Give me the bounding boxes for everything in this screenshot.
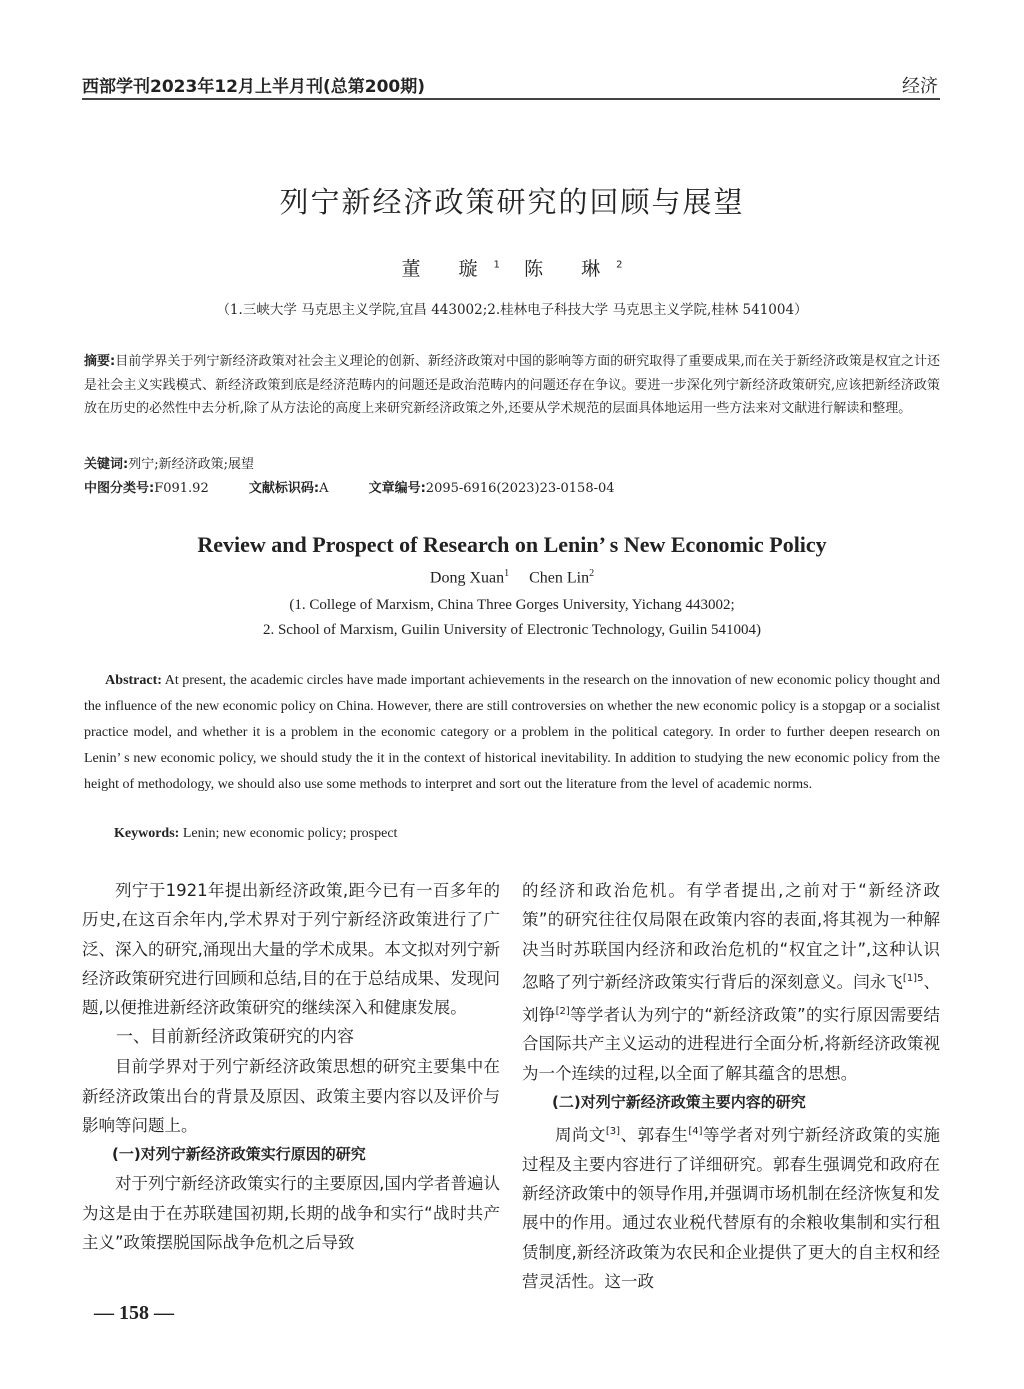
author-2-cn: 陈 琳 — [524, 258, 617, 280]
sub2-text-c: 等学者对列宁新经济政策的实施过程及主要内容进行了详细研究。郭春生强调党和政府在新经济政策中的领导作用,并强调市场机制在经济恢复和发展中的作用。通过农业税代替原有的余粮收集制和实行租赁制度,新经济政策为农民和企业提供了更大的自主权和经营灵活性。这一政 — [522, 1125, 941, 1292]
author-1-en-sup: 1 — [504, 568, 510, 579]
keywords-en-text: Lenin; new economic policy; prospect — [182, 826, 398, 841]
keywords-cn-label: 关键词: — [84, 457, 129, 472]
clc-label: 中图分类号: — [84, 481, 155, 496]
section-label: 经济 — [902, 76, 938, 97]
classification-line — [84, 477, 940, 501]
sub2-text-b: 、郭春生 — [620, 1125, 689, 1145]
body-right-column — [522, 876, 940, 1296]
chinese-affiliation: （1.三峡大学 马克思主义学院,宜昌 443002;2.桂林电子科技大学 马克思主义学院,桂林 541004） — [216, 302, 808, 318]
body-left-column — [82, 876, 500, 1257]
doc-value: A — [319, 481, 329, 496]
chinese-title: 列宁新经济政策研究的回顾与展望 — [279, 185, 745, 219]
author-1-en: Dong Xuan — [429, 569, 505, 587]
clc-field — [84, 481, 209, 496]
sub2-text-a: 周尚文 — [555, 1125, 606, 1145]
english-abstract — [84, 668, 940, 798]
abstract-en-text: At present, the academic circles have made important achievements in the research on the innovation of new economic policy thought and the influence of the new economic policy on China. However, there are still controversies on whether the new economic policy is a stopgap or a socialist practice model, and whether it is a problem in the economic category or a problem in the political category. In order to further deepen research on Lenin’ s new economic policy, we should study the it in the context of historical inevitability. In addition to studying the new economic policy from the height of methodology, we should also use some methods to interpret and sort out the literature from the level of academic norms. — [84, 673, 941, 792]
continued-text-a: 的经济和政治危机。有学者提出,之前对于“新经济政策”的研究往往仅局限在政策内容的表面,将其视为一种解决当时苏联国内经济和政治危机的“权宜之计”,这种认识忽略了列宁新经济政策实行背后的深刻意义。闫永飞 — [522, 881, 940, 992]
author-2-en-sup: 2 — [589, 568, 595, 579]
citation-3: [3] — [605, 1126, 621, 1138]
continued-text-b: 、刘铮 — [522, 972, 941, 1025]
abstract-cn-text: 目前学界关于列宁新经济政策对社会主义理论的创新、新经济政策对中国的影响等方面的研究取得了重要成果,而在关于新经济政策是权宜之计还是社会主义实践模式、新经济政策到底是经济范畴内的问题还是政治范畴内的问题还存在争议。要进一步深化列宁新经济政策研究,应该把新经济政策放在历史的必然性中去分析,除了从方法论的高度上来研究新经济政策之外,还要从学术规范的层面具体地运用一些方法来对文献进行解读和整理。 — [84, 354, 940, 416]
english-title: Review and Prospect of Research on Lenin’ s New Economic Policy — [197, 532, 827, 557]
page-number: — 158 — — [94, 1302, 174, 1324]
author-1-cn-sup: 1 — [493, 259, 500, 271]
subsection-heading-2: (二)对列宁新经济政策主要内容的研究 — [552, 1093, 806, 1112]
section-1-paragraph: 目前学界对于列宁新经济政策思想的研究主要集中在新经济政策出台的背景及原因、政策主要内容以及评价与影响等问题上。 — [82, 1057, 500, 1136]
chinese-authors — [0, 254, 1024, 281]
header-divider — [82, 98, 940, 100]
clc-value: F091.92 — [154, 481, 209, 496]
keywords-en-label: Keywords: — [114, 826, 180, 841]
english-authors — [0, 568, 1024, 587]
article-label: 文章编号: — [368, 481, 426, 496]
intro-paragraph: 列宁于1921年提出新经济政策,距今已有一百多年的历史,在这百余年内,学术界对于列宁新经济政策进行了广泛、深入的研究,涌现出大量的学术成果。本文拟对列宁新经济政策研究进行回顾和总结,目的在于总结成果、发现问题,以便推进新经济政策研究的继续深入和健康发展。 — [82, 881, 500, 1018]
english-affiliation-line-2: 2. School of Marxism, Guilin University of Electronic Technology, Guilin 541004) — [262, 622, 762, 638]
author-2-en: Chen Lin — [529, 569, 590, 587]
english-affiliation-line-1: (1. College of Marxism, China Three Gorges University, Yichang 443002; — [289, 597, 735, 613]
subsection-2-paragraph — [522, 1117, 940, 1296]
doc-label: 文献标识码: — [248, 481, 320, 496]
chinese-keywords — [84, 453, 940, 477]
continued-text-c: 等学者认为列宁的“新经济政策”的实行原因需要结合国际共产主义运动的进程进行全面分析,将新经济政策视为一个连续的过程,以全面了解其蕴含的思想。 — [522, 1005, 940, 1083]
continued-paragraph — [522, 876, 940, 1088]
english-keywords — [114, 826, 397, 842]
author-2-cn-sup: 2 — [616, 259, 623, 271]
doc-field — [249, 481, 329, 496]
citation-4: [4] — [688, 1126, 703, 1138]
chinese-abstract — [84, 350, 940, 421]
keywords-cn-text: 列宁;新经济政策;展望 — [128, 457, 254, 472]
section-heading-1: 一、目前新经济政策研究的内容 — [116, 1027, 354, 1048]
author-1-cn: 董 璇 — [401, 258, 494, 280]
article-value: 2095-6916(2023)23-0158-04 — [425, 481, 615, 496]
citation-2: [2] — [555, 1005, 570, 1017]
article-field — [369, 481, 615, 496]
citation-1: [1]5 — [902, 972, 924, 984]
subsection-1-paragraph: 对于列宁新经济政策实行的主要原因,国内学者普遍认为这是由于在苏联建国初期,长期的战争和实行“战时共产主义”政策摆脱国际战争危机之后导致 — [82, 1174, 500, 1252]
journal-header: 西部学刊2023年12月上半月刊(总第200期) — [82, 77, 425, 97]
abstract-en-label: Abstract: — [105, 673, 162, 688]
subsection-heading-1: (一)对列宁新经济政策实行原因的研究 — [112, 1145, 366, 1164]
abstract-cn-label: 摘要: — [84, 354, 116, 369]
